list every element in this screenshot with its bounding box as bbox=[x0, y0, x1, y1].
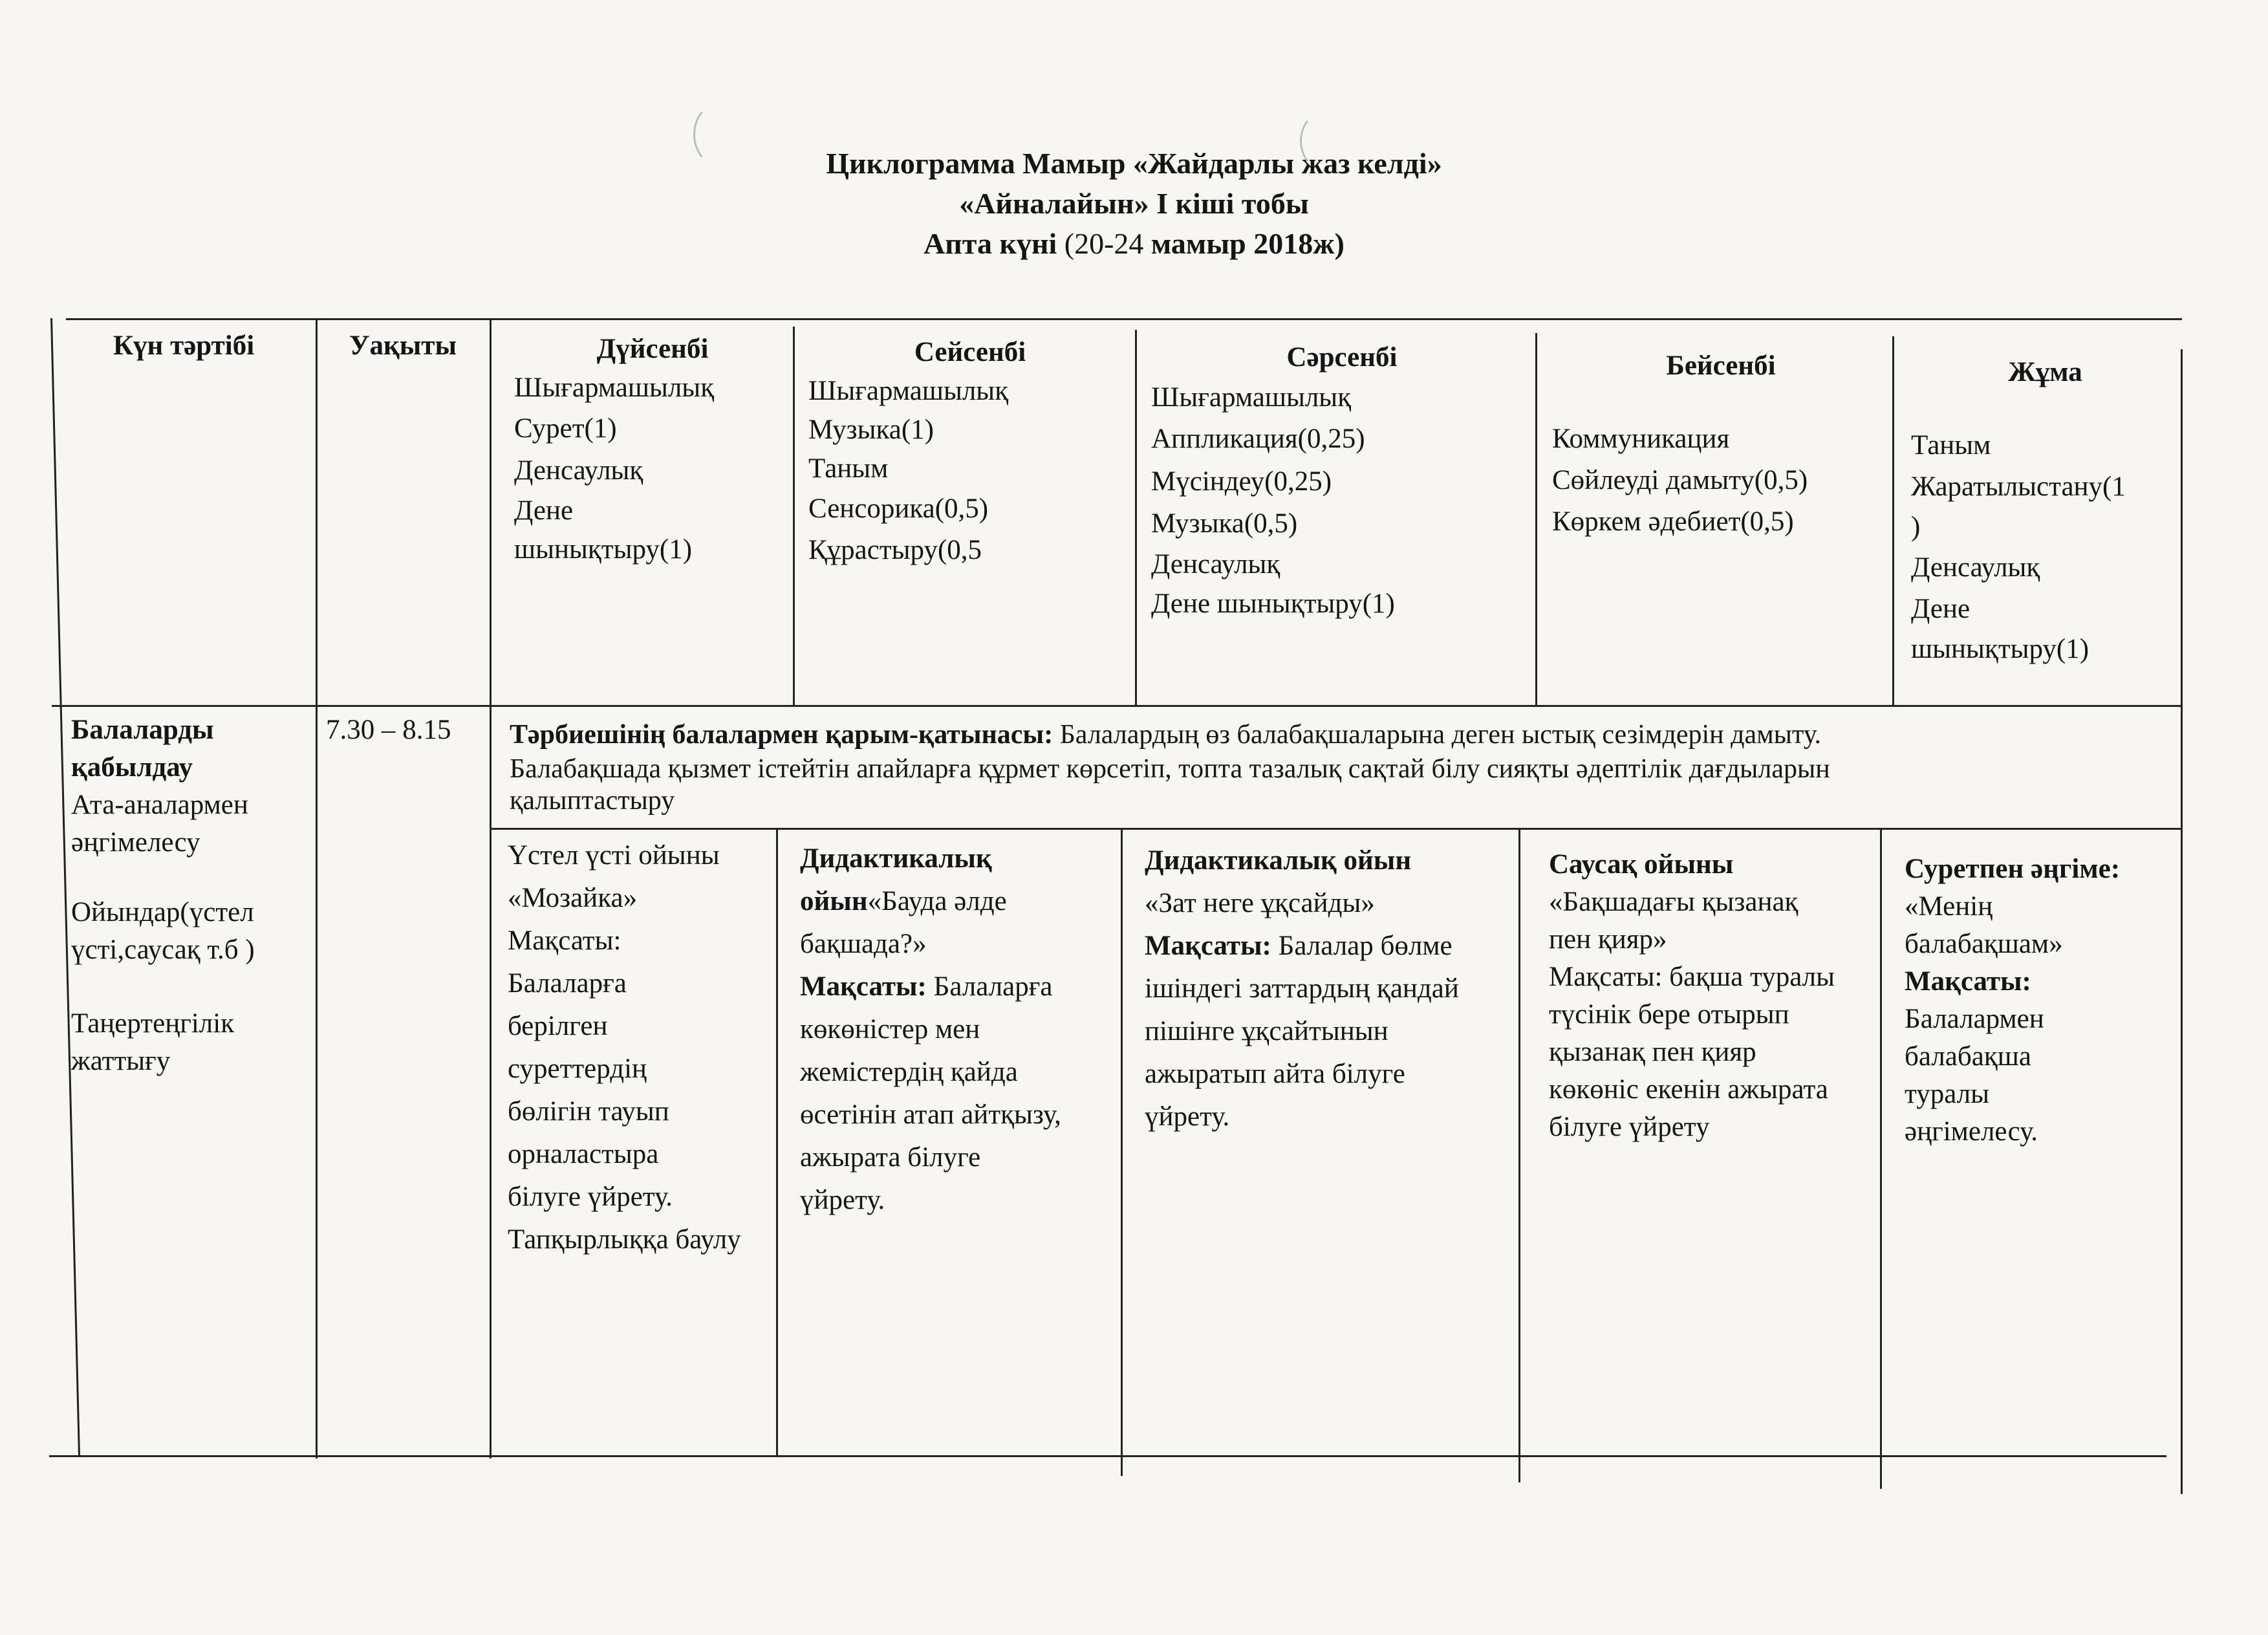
tuesday-item: Сенсорика(0,5) bbox=[808, 493, 989, 524]
col-sep-routine bbox=[316, 320, 318, 1458]
title-line-1: Циклограмма Мамыр «Жайдарлы жаз келді» bbox=[826, 147, 1442, 180]
col-sep-thu bbox=[1892, 336, 1894, 705]
routine-text: Ата-аналармен bbox=[71, 790, 248, 820]
col-sep-tue bbox=[1135, 330, 1137, 705]
act-sep-thu bbox=[1880, 829, 1882, 1489]
col-sep-wed bbox=[1535, 333, 1537, 705]
activity-line: Тапқырлыққа баулу bbox=[508, 1224, 741, 1255]
activity-line: «Менің bbox=[1905, 891, 1993, 922]
activity-line: білуге үйрету. bbox=[508, 1182, 673, 1212]
thursday-item: Көркем әдебиет(0,5) bbox=[1552, 506, 1794, 537]
tuesday-item: Шығармашылық bbox=[808, 376, 1009, 406]
monday-item: Дене bbox=[514, 495, 574, 526]
communication-label: Тәрбиешінің балалармен қарым-қатынасы: bbox=[510, 720, 1053, 750]
tuesday-item: Таным bbox=[808, 453, 889, 484]
thursday-item: Сөйлеуді дамыту(0,5) bbox=[1552, 465, 1808, 495]
day-name-thursday: Бейсенбі bbox=[1666, 351, 1776, 381]
communication-line bbox=[510, 717, 2178, 753]
act-sep-tue bbox=[1121, 829, 1123, 1476]
monday-item: Шығармашылық bbox=[514, 373, 715, 403]
tuesday-item: Музыка(1) bbox=[808, 415, 934, 445]
activity-heading: Суретпен әңгіме: bbox=[1905, 854, 2121, 884]
activity-line: суреттердің bbox=[508, 1054, 647, 1084]
document-title bbox=[0, 144, 2268, 264]
activity-line: түсінік бере отырып bbox=[1549, 999, 1789, 1030]
activity-tuesday bbox=[800, 838, 1118, 1222]
communication-row-divider bbox=[491, 828, 2182, 830]
activity-line: өсетінін атап айтқызу, bbox=[800, 1099, 1061, 1130]
activity-line: білуге үйрету bbox=[1549, 1112, 1710, 1142]
activity-line: балабақшам» bbox=[1905, 929, 2063, 959]
routine-title: Балаларды bbox=[71, 715, 214, 745]
activity-wednesday bbox=[1145, 839, 1517, 1138]
table-border-bottom bbox=[49, 1455, 2166, 1457]
day-name-tuesday: Сейсенбі bbox=[914, 337, 1026, 367]
activity-line: көкөністер мен bbox=[800, 1014, 980, 1045]
activity-line: берілген bbox=[508, 1011, 608, 1041]
day-name-wednesday: Сәрсенбі bbox=[1286, 342, 1398, 373]
header-monday bbox=[514, 330, 791, 569]
activity-line: жемістердің қайда bbox=[800, 1057, 1018, 1087]
activity-thursday bbox=[1549, 846, 1879, 1146]
tuesday-item: Құрастыру(0,5 bbox=[808, 535, 982, 565]
routine-text: әңгімелесу bbox=[71, 827, 200, 858]
activity-line: орналастыра bbox=[508, 1139, 659, 1169]
activity-heading: Мақсаты: bbox=[1905, 966, 2031, 997]
header-routine: Күн тәртібі bbox=[113, 330, 255, 361]
activity-line: бақшада?» bbox=[800, 929, 927, 959]
activity-line: пішінге ұқсайтынын bbox=[1145, 1016, 1388, 1046]
act-sep-mon bbox=[776, 829, 778, 1456]
activity-heading: Дидактикалық ойын bbox=[1145, 845, 1412, 876]
communication-line: Балабақшада қызмет істейтін апайларға құрмет көрсетіп, топта тазалық сақтай білу сияқты әдептілік дағдыларын bbox=[510, 754, 1830, 784]
thursday-item: Коммуникация bbox=[1552, 424, 1730, 454]
activity-line: «Зат неге ұқсайды» bbox=[1145, 888, 1375, 918]
wednesday-item: Денсаулық bbox=[1151, 549, 1280, 579]
activity-line: Үстел үсті ойыны bbox=[508, 840, 720, 871]
friday-item: ) bbox=[1911, 512, 1921, 542]
wednesday-item: Дене шынықтыру(1) bbox=[1151, 589, 1395, 619]
wednesday-item: Шығармашылық bbox=[1151, 382, 1352, 413]
title-line-2: «Айналайын» І кіші тобы bbox=[959, 187, 1309, 220]
routine-text: жаттығу bbox=[71, 1046, 171, 1076]
activity-line: ойын«Бауда әлде bbox=[800, 886, 1007, 916]
col-sep-time bbox=[490, 320, 491, 1458]
communication-text: Балалардың өз балабақшаларына деген ыстық сезімдерін дамыту. bbox=[1053, 720, 1822, 750]
monday-item: Сурет(1) bbox=[514, 413, 617, 444]
activity-line: балабақша bbox=[1905, 1041, 2031, 1072]
activity-line: Мақсаты: бақша туралы bbox=[1549, 962, 1835, 992]
communication-line: қалыптастыру bbox=[510, 786, 675, 816]
header-friday bbox=[1911, 352, 2179, 669]
routine-cell bbox=[71, 711, 316, 1080]
header-tuesday bbox=[808, 333, 1132, 571]
activity-heading: Дидактикалық bbox=[800, 843, 992, 874]
activity-line: әңгімелесу. bbox=[1905, 1116, 2038, 1147]
scan-mark bbox=[1300, 113, 1343, 169]
col-sep-mon bbox=[793, 327, 795, 705]
day-name-friday: Жұма bbox=[2008, 357, 2082, 387]
activity-line: Балалармен bbox=[1905, 1004, 2044, 1034]
activity-line: үйрету. bbox=[800, 1185, 885, 1215]
routine-title: қабылдау bbox=[71, 752, 193, 783]
routine-text: Таңертеңгілік bbox=[71, 1008, 235, 1039]
monday-item: Денсаулық bbox=[514, 455, 643, 486]
activity-friday bbox=[1905, 850, 2179, 1151]
activity-line: ажырата білуге bbox=[800, 1142, 981, 1173]
header-thursday bbox=[1552, 346, 1890, 543]
activity-line: ішіндегі заттардың қандай bbox=[1145, 973, 1459, 1004]
table-border-top bbox=[66, 318, 2182, 320]
friday-item: Таным bbox=[1911, 430, 1991, 460]
wednesday-item: Аппликация(0,25) bbox=[1151, 424, 1365, 454]
activity-line: көкөніс екенін ажырата bbox=[1549, 1074, 1828, 1105]
activity-line: пен қияр» bbox=[1549, 924, 1667, 955]
activity-line: «Мозайка» bbox=[508, 883, 638, 913]
wednesday-item: Музыка(0,5) bbox=[1151, 508, 1298, 539]
activity-line: үйрету. bbox=[1145, 1101, 1230, 1132]
header-row-divider bbox=[52, 705, 2182, 707]
activity-line: Мақсаты: Балаларға bbox=[800, 971, 1053, 1002]
activity-heading: Саусақ ойыны bbox=[1549, 849, 1734, 880]
activity-line: Мақсаты: Балалар бөлме bbox=[1145, 931, 1453, 961]
act-sep-wed bbox=[1518, 829, 1520, 1482]
table-border-right bbox=[2181, 349, 2183, 1494]
activity-line: Мақсаты: bbox=[508, 926, 621, 956]
monday-item: шынықтыру(1) bbox=[514, 534, 693, 565]
activity-line: қызанақ пен қияр bbox=[1549, 1037, 1756, 1067]
routine-text: Ойындар(үстел bbox=[71, 897, 254, 927]
activity-line: Балаларға bbox=[508, 968, 627, 999]
title-line-3: Апта күні (20-24 мамыр 2018ж) bbox=[923, 227, 1345, 260]
scan-mark bbox=[693, 103, 742, 166]
friday-item: Денсаулық bbox=[1911, 552, 2040, 583]
header-wednesday bbox=[1151, 338, 1533, 623]
day-name-monday: Дүйсенбі bbox=[596, 334, 709, 364]
friday-item: шынықтыру(1) bbox=[1911, 634, 2090, 664]
activity-line: туралы bbox=[1905, 1079, 1990, 1109]
wednesday-item: Мүсіндеу(0,25) bbox=[1151, 466, 1332, 497]
activity-line: ажыратып айта білуге bbox=[1145, 1059, 1405, 1089]
routine-gap bbox=[71, 969, 316, 1005]
friday-item: Дене bbox=[1911, 594, 1971, 624]
routine-text: үсті,саусақ т.б ) bbox=[71, 935, 255, 965]
time-cell: 7.30 – 8.15 bbox=[326, 715, 451, 745]
activity-monday bbox=[508, 834, 774, 1261]
activity-line: «Бақшадағы қызанақ bbox=[1549, 887, 1798, 917]
header-time: Уақыты bbox=[349, 330, 457, 361]
communication-cell bbox=[510, 717, 2178, 816]
activity-line: бөлігін тауып bbox=[508, 1096, 669, 1127]
friday-item: Жаратылыстану(1 bbox=[1911, 471, 2126, 502]
routine-gap bbox=[71, 861, 316, 894]
